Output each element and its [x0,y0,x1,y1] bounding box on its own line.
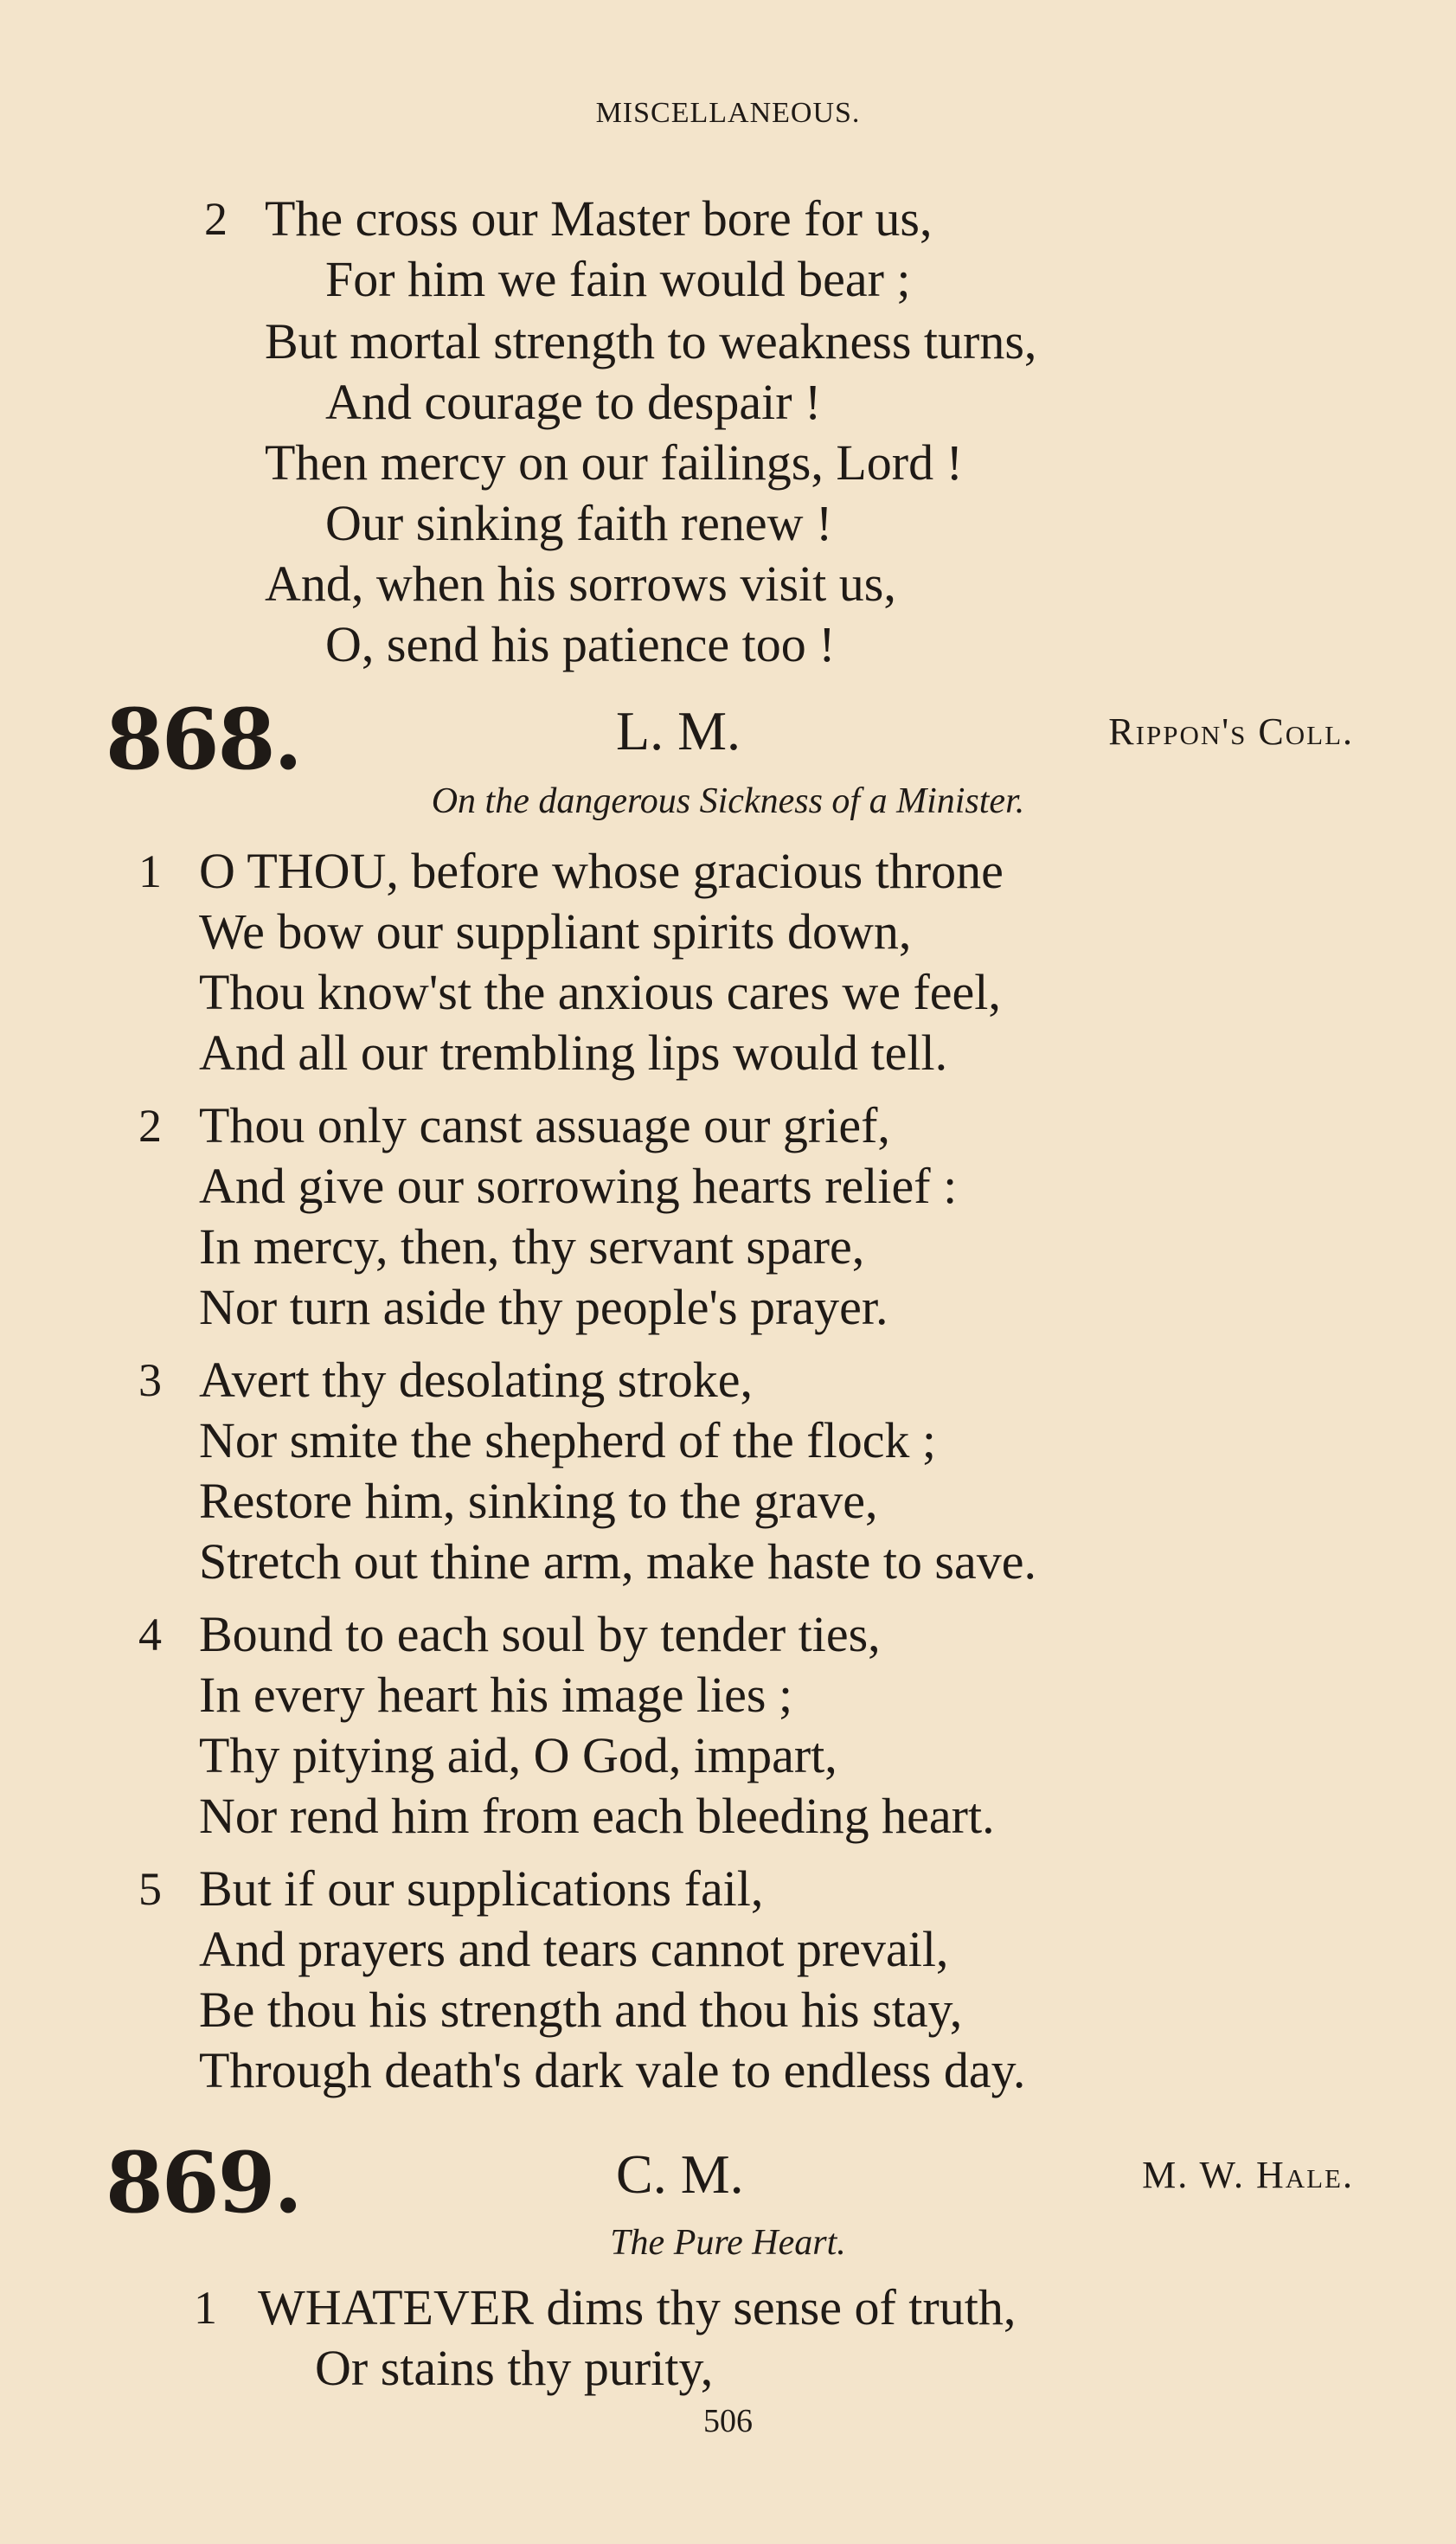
hymn-header [0,691,1456,788]
verse-number: 1 [194,2282,217,2334]
verse-number: 1 [138,845,162,897]
hymn-meter: L. M. [616,700,741,761]
verse-number: 3 [138,1354,162,1406]
verse-line: And all our trembling lips would tell. [199,1025,948,1081]
verse-line: We bow our suppliant spirits down, [199,903,912,960]
verse-line: Thou know'st the anxious cares we feel, [199,964,1001,1020]
hymn-subtitle: The Pure Heart. [610,2223,846,2263]
verse-line: And prayers and tears cannot prevail, [199,1921,949,1977]
verse-line: For him we fain would bear ; [325,251,911,307]
verse-line: In mercy, then, thy servant spare, [199,1218,865,1275]
hymn-subtitle: On the dangerous Sickness of a Minister. [431,781,1025,821]
hymn-number: 869. [106,2134,301,2232]
hymn-header [0,2134,1456,2232]
verse-line: Then mercy on our failings, Lord ! [265,434,963,491]
verse-number: 2 [138,1100,162,1152]
verse-line: Nor turn aside thy people's prayer. [199,1279,888,1335]
verse-line: Nor smite the shepherd of the flock ; [199,1412,937,1468]
verse-line: Stretch out thine arm, make haste to save. [199,1533,1036,1590]
verse-line: WHATEVER dims thy sense of truth, [258,2279,1017,2335]
verse-line: Bound to each soul by tender ties, [199,1606,881,1662]
page-number: 506 [703,2403,753,2439]
verse-line: Restore him, sinking to the grave, [199,1473,878,1529]
verse-line: Or stains thy purity, [315,2340,714,2396]
verse-line: The cross our Master bore for us, [265,190,933,247]
hymn-author: M. W. Hale. [1142,2154,1354,2196]
verse-number: 4 [138,1609,162,1661]
verse-line: O, send his patience too ! [325,616,836,672]
verse-line: Avert thy desolating stroke, [199,1352,754,1408]
hymn-number: 868. [106,691,301,788]
verse-line: And, when his sorrows visit us, [265,556,896,612]
verse-line: O THOU, before whose gracious throne [199,843,1004,899]
verse-line: Nor rend him from each bleeding heart. [199,1788,995,1844]
verse-line: But mortal strength to weakness turns, [265,313,1037,369]
verse-line: Be thou his strength and thou his stay, [199,1982,963,2038]
verse-number: 5 [138,1863,162,1915]
verse-line: In every heart his image lies ; [199,1667,793,1723]
running-head: MISCELLANEOUS. [595,97,861,129]
verse-line: But if our supplications fail, [199,1860,764,1917]
verse-line: Our sinking faith renew ! [325,495,833,551]
hymn-meter: C. M. [616,2143,744,2205]
hymn-author: Rippon's Coll. [1108,710,1354,753]
verse-number: 2 [204,193,228,245]
verse-line: Through death's dark vale to endless day. [199,2042,1026,2098]
verse-line: Thy pitying aid, O God, impart, [199,1727,837,1783]
verse-line: Thou only canst assuage our grief, [199,1097,890,1153]
verse-line: And give our sorrowing hearts relief : [199,1158,958,1214]
verse-line: And courage to despair ! [325,374,822,430]
